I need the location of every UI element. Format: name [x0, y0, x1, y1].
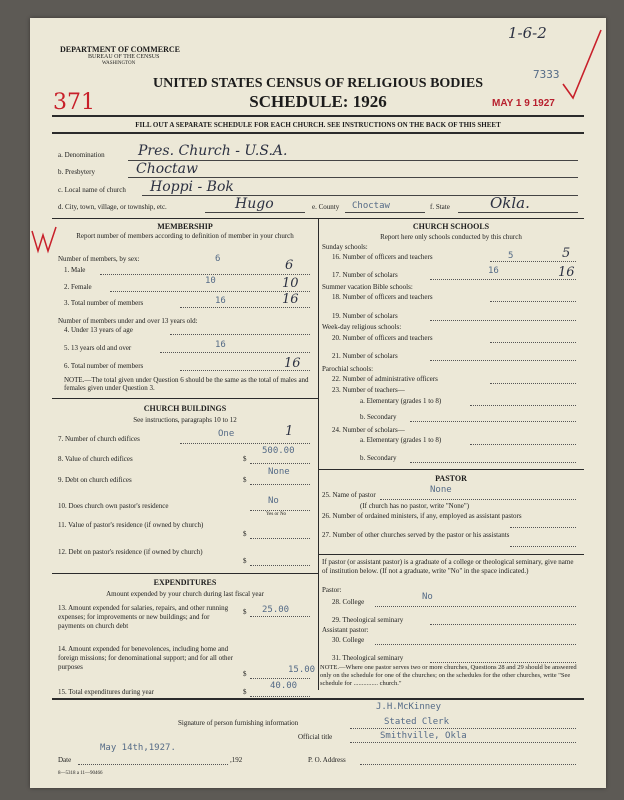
q17-typed: 16: [488, 266, 499, 276]
date-value: May 14th,1927.: [100, 743, 176, 753]
schools-heading: CHURCH SCHOOLS: [412, 222, 490, 231]
q25-note: (If church has no pastor, write "None"): [360, 502, 470, 510]
q2-hand: 10: [282, 276, 299, 291]
census-schedule-page: [30, 18, 606, 788]
college-note: If pastor (or assistant pastor) is a graduate of a college or theological seminary, give name of institution below. (If not a graduate, write "No" in the space indicated.): [322, 558, 574, 575]
q9-label: 9. Debt on church edifices: [58, 476, 132, 484]
q11-dollar: $: [243, 530, 247, 538]
q10-typed: No: [268, 496, 279, 506]
pastor-note: NOTE.—Where one pastor serves two or more churches, Questions 28 and 29 should be answered only on the schedule for one of the churches; on the schedules for the other churches, write "See schedule for ............... church.": [320, 664, 577, 687]
department-label: DEPARTMENT OF COMMERCE: [60, 45, 181, 54]
handwritten-number: 371: [53, 90, 95, 115]
q21-label: 21. Number of scholars: [332, 352, 398, 360]
expenditures-heading: EXPENDITURES: [153, 578, 217, 587]
q27-label: 27. Number of other churches served by the pastor or his assistants: [322, 531, 510, 539]
official-title-label: Official title: [298, 733, 333, 741]
state-value: Okla.: [490, 194, 530, 212]
pastor-heading: PASTOR: [435, 474, 467, 483]
city-town-label: d. City, town, village, or township, etc.: [58, 203, 167, 211]
q15-dollar: $: [243, 688, 247, 696]
city-label: WASHINGTON: [102, 61, 136, 66]
q23b-label: b. Secondary: [360, 413, 397, 421]
q14-dollar: $: [243, 670, 247, 678]
q17-label: 17. Number of scholars: [332, 271, 398, 279]
q16-hand: 5: [562, 246, 571, 261]
q3-typed: 16: [215, 296, 226, 306]
q12-dollar: $: [243, 557, 247, 565]
q9-typed: None: [268, 467, 290, 477]
q30-label: 30. College: [332, 636, 365, 644]
q7-typed: One: [218, 429, 235, 439]
q5-label: 5. 13 years old and over: [64, 344, 132, 352]
q14-typed: 15.00: [288, 665, 316, 675]
q9-dollar: $: [243, 476, 247, 484]
q22-label: 22. Number of administrative officers: [332, 375, 438, 383]
q23-label: 23. Number of teachers—: [332, 386, 405, 394]
q3-label: 3. Total number of members: [64, 299, 144, 307]
membership-heading: MEMBERSHIP: [157, 222, 213, 231]
membership-intro: Report number of members according to definition of member in your church: [76, 232, 294, 240]
q8-label: 8. Value of church edifices: [58, 455, 133, 463]
q1-typed: 6: [215, 254, 221, 264]
q25-label: 25. Name of pastor: [322, 491, 376, 499]
serial-number: 7333: [533, 68, 560, 81]
q2-label: 2. Female: [64, 283, 92, 291]
vacation-label: Summer vacation Bible schools:: [322, 283, 413, 291]
q12-label: 12. Debt on pastor's residence (if owned by church): [58, 548, 203, 556]
official-title-value: Stated Clerk: [384, 717, 450, 727]
q3-hand: 16: [282, 292, 299, 307]
q4-label: 4. Under 13 years of age: [64, 326, 133, 334]
po-address-label: P. O. Address: [308, 756, 346, 764]
county-label: e. County: [312, 203, 340, 211]
expenditures-intro: Amount expended by your church during last fiscal year: [106, 590, 264, 598]
q25-typed: None: [430, 485, 452, 495]
q24b-label: b. Secondary: [360, 454, 397, 462]
year-suffix: ,192: [230, 756, 243, 764]
instruction-line: FILL OUT A SEPARATE SCHEDULE FOR EACH CHURCH. SEE INSTRUCTIONS ON THE BACK OF THIS SHEET: [135, 121, 501, 129]
buildings-heading: CHURCH BUILDINGS: [143, 404, 227, 413]
q31-label: 31. Theological seminary: [332, 654, 404, 662]
q28-label: 28. College: [332, 598, 365, 606]
denomination-value: Pres. Church - U.S.A.: [138, 143, 288, 159]
q1-label: 1. Male: [64, 266, 86, 274]
q13-label: 13. Amount expended for salaries, repairs, and other running expenses; for improvements or new buildings; and for payments on church debt: [58, 604, 229, 630]
q24-label: 24. Number of scholars—: [332, 426, 405, 434]
q16-label: 16. Number of officers and teachers: [332, 253, 433, 261]
q24a-label: a. Elementary (grades 1 to 8): [360, 436, 442, 444]
q17-hand: 16: [558, 265, 575, 280]
q1-hand: 6: [285, 258, 294, 273]
form-title: UNITED STATES CENSUS OF RELIGIOUS BODIES: [152, 76, 483, 91]
assistant-sublabel: Assistant pastor:: [322, 626, 369, 634]
q5-typed: 16: [215, 340, 226, 350]
members-by-sex-label: Number of members, by sex:: [58, 255, 140, 263]
schools-intro: Report here only schools conducted by this church: [380, 233, 522, 241]
q6-hand: 16: [284, 356, 301, 371]
received-stamp: MAY 1 9 1927: [492, 98, 555, 109]
q13-typed: 25.00: [262, 605, 290, 615]
county-value: Choctaw: [352, 201, 390, 211]
church-name-value: Hoppi - Bok: [150, 179, 234, 195]
denomination-label: a. Denomination: [58, 151, 105, 159]
presbytery-label: b. Presbytery: [58, 168, 95, 176]
q8-typed: 500.00: [262, 446, 295, 456]
q14-label: 14. Amount expended for benevolences, including home and foreign missions; for denominational support; and for all other purposes: [58, 645, 233, 671]
red-check-mark: [555, 26, 605, 106]
q19-label: 19. Number of scholars: [332, 312, 398, 320]
church-name-label: c. Local name of church: [58, 186, 126, 194]
signature-value: J.H.McKinney: [376, 702, 442, 712]
weekday-label: Week-day religious schools:: [322, 323, 402, 331]
q11-label: 11. Value of pastor's residence (if owned by church): [58, 521, 204, 529]
form-codes: 8—5318 a 11—90466: [58, 771, 103, 776]
parochial-label: Parochial schools:: [322, 365, 374, 373]
q6-label: 6. Total number of members: [64, 362, 144, 370]
handwritten-date-code: 1-6-2: [508, 24, 547, 42]
q13-dollar: $: [243, 608, 247, 616]
signature-label: Signature of person furnishing information: [178, 719, 299, 727]
membership-note: NOTE.—The total given under Question 6 should be the same as the total of males and females given under Question 3.: [64, 376, 309, 392]
q7-hand: 1: [285, 424, 294, 439]
pastor-sublabel: Pastor:: [322, 586, 342, 594]
buildings-sub: See instructions, paragraphs 10 to 12: [133, 416, 237, 424]
q15-typed: 40.00: [270, 681, 298, 691]
q16-typed: 5: [508, 251, 514, 261]
q26-label: 26. Number of ordained ministers, if any, employed as assistant pastors: [322, 512, 522, 520]
q28-typed: No: [422, 592, 433, 602]
q2-typed: 10: [205, 276, 216, 286]
sunday-label: Sunday schools:: [322, 243, 368, 251]
q15-label: 15. Total expenditures during year: [58, 688, 154, 696]
q8-dollar: $: [243, 455, 247, 463]
presbytery-value: Choctaw: [136, 161, 198, 177]
q29-label: 29. Theological seminary: [332, 616, 404, 624]
state-label: f. State: [430, 203, 450, 211]
city-town-value: Hugo: [235, 196, 274, 212]
q7-label: 7. Number of church edifices: [58, 435, 140, 443]
q20-label: 20. Number of officers and teachers: [332, 334, 433, 342]
over13-label: Number of members under and over 13 years old:: [58, 317, 198, 325]
yes-no-label: Yes or No: [266, 512, 287, 517]
bureau-label: BUREAU OF THE CENSUS: [88, 54, 160, 60]
q18-label: 18. Number of officers and teachers: [332, 293, 433, 301]
q23a-label: a. Elementary (grades 1 to 8): [360, 397, 442, 405]
schedule-title: SCHEDULE: 1926: [249, 92, 387, 111]
q10-label: 10. Does church own pastor's residence: [58, 502, 169, 510]
date-label: Date: [58, 756, 72, 764]
po-address-value: Smithville, Okla: [380, 731, 467, 741]
